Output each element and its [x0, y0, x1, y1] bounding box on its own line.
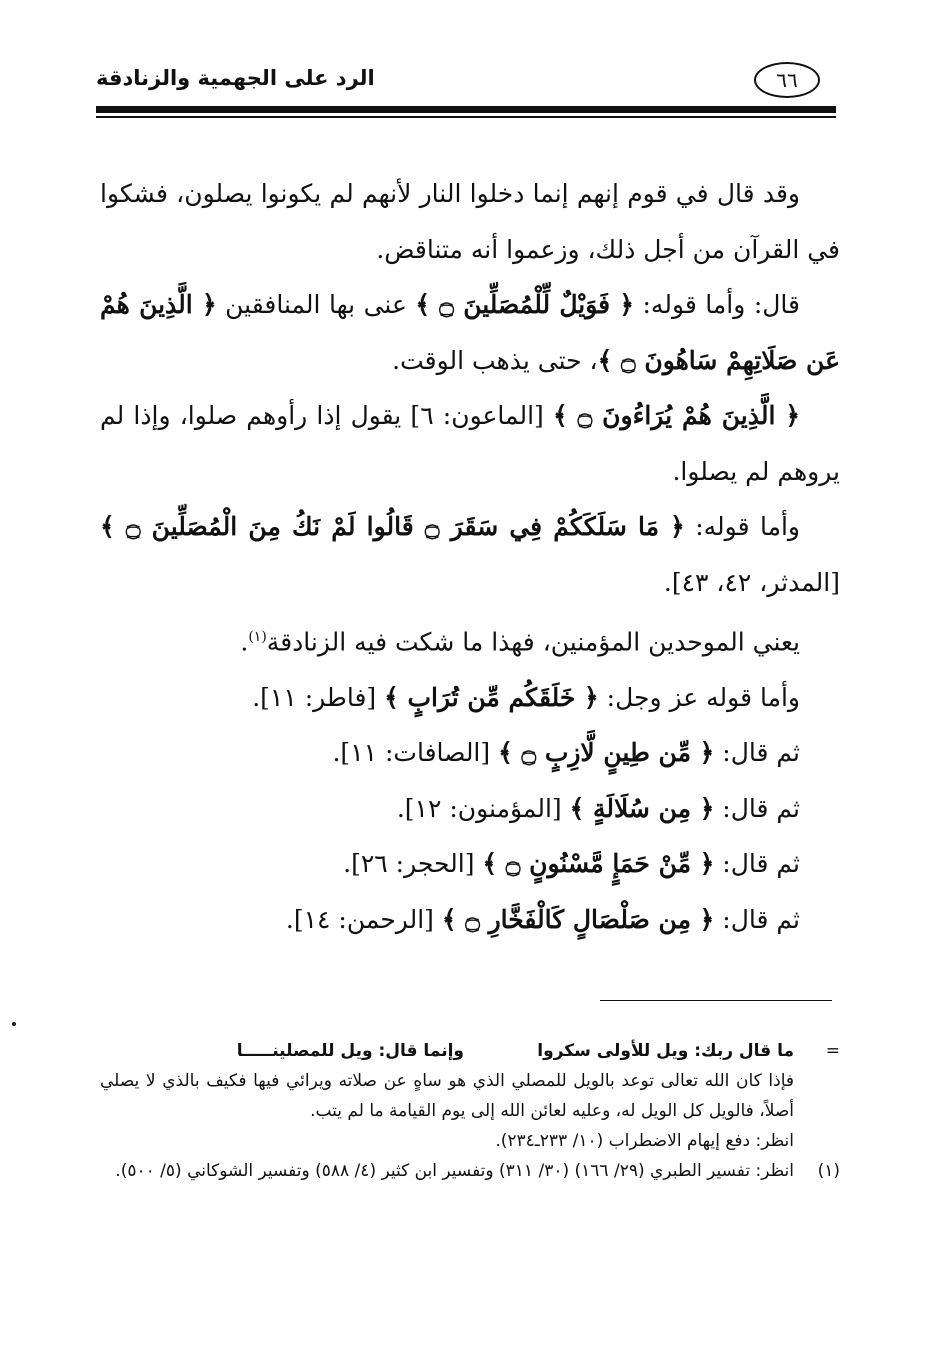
poem-hemistich-2: وإنما قال: ويل للمصلينـــــا	[236, 1041, 464, 1061]
verse-reference: [الرحمن: ١٤].	[285, 904, 442, 934]
paragraph-3	[100, 388, 840, 499]
quran-verse: ﴿ الَّذِينَ هُمْ يُرَاءُونَ ۝ ﴾	[553, 401, 800, 430]
verse-reference: [فاطر: ١١].	[252, 682, 385, 712]
text-span: عنى بها المنافقين	[216, 290, 416, 319]
main-text	[100, 166, 840, 947]
footnote-ref-1[interactable]: (١)	[248, 629, 267, 645]
quran-verse: ﴿ فَوَيْلٌ لِّلْمُصَلِّينَ ۝ ﴾	[415, 290, 634, 319]
text-span: يعني الموحدين المؤمنين، فهذا ما شكت فيه الزنادقة	[266, 627, 800, 657]
verse-reference: [المؤمنون: ١٢].	[396, 793, 570, 823]
text-span: وأما قوله:	[684, 512, 800, 541]
quran-verse: ﴿ مِن صَلْصَالٍ كَالْفَخَّارِ ۝ ﴾	[441, 904, 715, 934]
quran-verse: ﴿ مِّن طِينٍ لَّازِبٍ ۝ ﴾	[498, 738, 715, 768]
verse-reference: [الحجر: ٢٦].	[343, 849, 483, 879]
footnote-source: انظر: دفع إيهام الاضطراب (١٠/ ٢٣٣ـ٢٣٤).	[495, 1131, 794, 1151]
paragraph-8	[100, 781, 840, 837]
paragraph-10	[100, 892, 840, 948]
verse-reference: [الصافات: ١١].	[332, 738, 499, 768]
paragraph-4	[100, 499, 840, 610]
header-rule-thin	[96, 116, 836, 118]
poem-hemistich-1: ما قال ربك: ويل للأولى سكروا	[537, 1041, 794, 1061]
text-span: ، حتى يذهب الوقت.	[392, 345, 598, 375]
footnote-text: انظر: تفسير الطبري (٢٩/ ١٦٦) (٣٠/ ٣١١) وتفسير ابن كثير (٤/ ٥٨٨) وتفسير الشوكاني (٥/ ٥٠٠).	[115, 1161, 794, 1181]
footnotes	[100, 1036, 840, 1186]
quran-verse: ﴿ مِّنْ حَمَإٍ مَّسْنُونٍ ۝ ﴾	[482, 849, 715, 879]
paragraph-9	[100, 836, 840, 892]
text-span: .	[240, 627, 249, 657]
verse-reference: [المدثر، ٤٢، ٤٣].	[663, 567, 840, 597]
quran-verse: ﴿ مَا سَلَكَكُمْ فِي سَقَرَ ۝ قَالُوا لَمْ نَكُ مِنَ الْمُصَلِّينَ ۝ ﴾	[100, 512, 685, 541]
footnote-separator	[600, 1000, 832, 1001]
paragraph-6	[100, 670, 840, 726]
text-span: يقول إذا رأوهم صلوا، وإذا لم يروهم لم يصلوا.	[100, 401, 840, 486]
paragraph-2	[100, 277, 840, 388]
footnote-text: فإذا كان الله تعالى توعد بالويل للمصلي الذي هو ساهٍ عن صلاته ويرائي فيها فكيف بالذي لا يصلي أصلاً، فالويل كل الويل له، وعليه لعائن الله إلى يوم القيامة ما لم يتب.	[100, 1071, 794, 1121]
quran-verse: ﴿ الَّذِينَ هُمْ عَن صَلَاتِهِمْ سَاهُونَ ۝ ﴾	[100, 290, 840, 375]
text-span: وأما قوله عز وجل:	[598, 682, 800, 712]
text-span: قال: وأما قوله:	[634, 290, 800, 319]
footnote-number: (١)	[817, 1161, 840, 1181]
paragraph-7	[100, 725, 840, 781]
verse-reference: [الماعون: ٦]	[401, 401, 553, 430]
book-title: الرد على الجهمية والزنادقة	[96, 66, 375, 90]
footnote-1	[100, 1156, 840, 1186]
poem-verse	[100, 1036, 794, 1066]
quran-verse: ﴿ مِن سُلَالَةٍ ﴾	[569, 793, 715, 823]
header-rule	[96, 106, 836, 113]
text-span: ثم قال:	[714, 849, 800, 879]
paragraph-1: وقد قال في قوم إنهم إنما دخلوا النار لأنهم لم يكونوا يصلون، فشكوا في القرآن من أجل ذلك، وزعموا أنه متناقض.	[100, 179, 840, 264]
text-span: ثم قال:	[714, 738, 800, 768]
footnote-continuation	[100, 1036, 840, 1156]
text-span: ثم قال:	[714, 793, 800, 823]
page-number-badge: ٦٦	[754, 62, 820, 98]
scan-mark	[12, 1022, 16, 1026]
continuation-mark: =	[825, 1041, 840, 1061]
paragraph-5	[100, 610, 840, 670]
text-span: ثم قال:	[714, 904, 800, 934]
quran-verse: ﴿ خَلَقَكُم مِّن تُرَابٍ ﴾	[384, 682, 599, 712]
